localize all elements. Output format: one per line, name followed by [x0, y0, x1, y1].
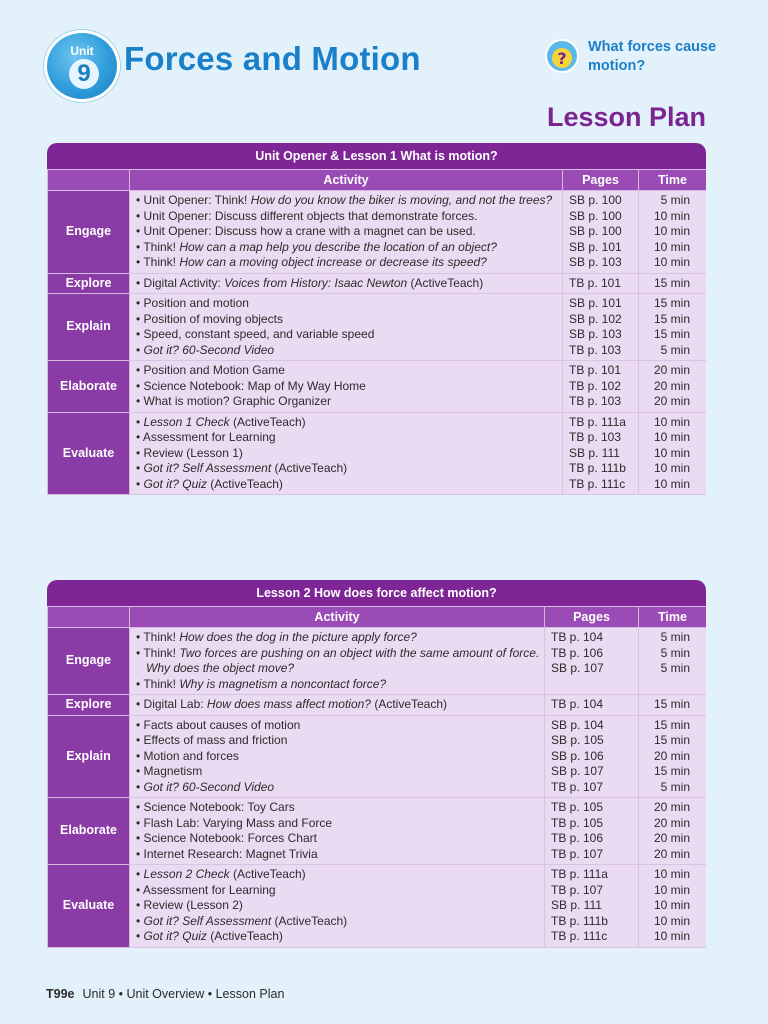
- activity-item: [136, 276, 558, 292]
- activity-text: • Digital Lab:: [136, 697, 207, 711]
- activity-suffix: (ActiveTeach): [271, 461, 348, 475]
- page-reference: SB p. 111: [551, 898, 602, 912]
- time-value: 15 min: [653, 764, 690, 778]
- activity-text: •: [136, 929, 144, 943]
- time-cell: [639, 865, 707, 948]
- page-reference: SB p. 102: [569, 311, 622, 326]
- phase-label: Explain: [48, 294, 130, 361]
- activity-text: • Speed, constant speed, and variable speed: [136, 327, 375, 341]
- time-value: 20 min: [653, 846, 690, 861]
- activity-cell: [130, 798, 545, 865]
- page-reference: TB p. 111a: [551, 867, 608, 881]
- time-value: 20 min: [653, 363, 690, 377]
- pages-cell: [545, 715, 639, 798]
- column-time: Time: [639, 170, 707, 191]
- column-pages: Pages: [545, 607, 639, 628]
- activity-text: • Position of moving objects: [136, 311, 283, 326]
- big-question: What forces cause motion?: [588, 39, 717, 74]
- activity-text: • Internet Research: Magnet Trivia: [136, 846, 318, 861]
- page-reference: TB p. 105: [551, 815, 604, 830]
- activity-title: Two forces are pushing on an object with the same amount of force. Why does the object move?: [146, 645, 540, 675]
- page-reference: SB p. 104: [551, 717, 604, 732]
- activity-text: • Unit Opener: Think!: [136, 193, 251, 207]
- activity-text: • Think!: [136, 645, 180, 660]
- activity-text: • Think!: [136, 630, 180, 644]
- activity-text: •: [136, 913, 144, 928]
- activity-title: Voices from History: Isaac Newton: [224, 275, 408, 290]
- page-reference: TB p. 105: [551, 800, 604, 814]
- activity-text: • Review (Lesson 2): [136, 898, 243, 912]
- activity-item: [136, 363, 558, 379]
- table-row: [48, 715, 707, 798]
- activity-cell: [130, 361, 563, 413]
- activity-item: [136, 867, 540, 883]
- time-value: 5 min: [660, 193, 690, 207]
- activity-item: [136, 415, 558, 431]
- pages-cell: [563, 361, 639, 413]
- table-row: [48, 191, 707, 274]
- page-reference: TB p. 111b: [569, 461, 626, 475]
- page-reference: SB p. 100: [569, 193, 622, 207]
- lesson2-table: [47, 580, 706, 948]
- activity-text: • Assessment for Learning: [136, 882, 276, 897]
- column-time: Time: [639, 607, 707, 628]
- activity-item: [136, 255, 558, 271]
- page-reference: SB p. 106: [551, 748, 604, 763]
- lesson1-table: [47, 143, 706, 495]
- time-value: 10 min: [653, 255, 690, 269]
- activity-title: Got it? Quiz: [143, 476, 207, 491]
- activity-item: [136, 630, 540, 646]
- page-reference: TB p. 111a: [569, 414, 626, 429]
- activity-cell: [130, 191, 563, 274]
- activity-item: [136, 446, 558, 462]
- page-reference: SB p. 103: [569, 255, 622, 269]
- activity-item: [136, 430, 558, 446]
- activity-text: • Effects of mass and friction: [136, 733, 288, 747]
- time-cell: [639, 628, 707, 695]
- time-value: 10 min: [653, 898, 690, 912]
- page-reference: TB p. 104: [551, 630, 604, 644]
- page-reference: SB p. 105: [551, 733, 604, 747]
- pages-cell: [563, 273, 639, 294]
- activity-text: • Position and Motion Game: [136, 363, 285, 377]
- page-reference: SB p. 111: [569, 445, 620, 460]
- footer-text: Unit 9 • Unit Overview • Lesson Plan: [82, 987, 285, 1001]
- time-value: 10 min: [653, 414, 690, 429]
- time-value: 10 min: [653, 476, 690, 491]
- time-cell: [639, 695, 707, 716]
- activity-item: [136, 697, 540, 713]
- activity-text: •: [136, 414, 144, 429]
- page-reference: TB p. 111c: [569, 476, 626, 491]
- activity-text: • Magnetism: [136, 764, 203, 778]
- activity-text: • Think!: [136, 255, 180, 269]
- time-value: 5 min: [660, 342, 690, 357]
- activity-text: •: [136, 342, 144, 357]
- activity-suffix: (ActiveTeach): [206, 929, 283, 943]
- table-row: [48, 273, 707, 294]
- activity-text: • Think!: [136, 676, 180, 691]
- phase-label: Elaborate: [48, 798, 130, 865]
- activity-item: [136, 240, 558, 256]
- activity-title: Why is magnetism a noncontact force?: [179, 676, 387, 691]
- header-blank: [48, 170, 130, 191]
- lesson2-title: Lesson 2 How does force affect motion?: [47, 580, 706, 606]
- unit-badge: [44, 30, 120, 102]
- activity-title: Got it? 60-Second Video: [143, 342, 275, 357]
- activity-item: [136, 831, 540, 847]
- phase-label: Explore: [48, 695, 130, 716]
- pages-cell: [545, 628, 639, 695]
- activity-item: [136, 477, 558, 493]
- table-row: [48, 412, 707, 495]
- column-activity: Activity: [130, 170, 563, 191]
- time-value: 20 min: [653, 815, 690, 830]
- page-reference: TB p. 106: [551, 645, 604, 660]
- page-reference: TB p. 101: [569, 275, 622, 290]
- activity-item: [136, 677, 540, 693]
- page-reference: TB p. 103: [569, 342, 622, 357]
- page-reference: TB p. 103: [569, 430, 622, 444]
- phase-label: Engage: [48, 628, 130, 695]
- activity-item: [136, 224, 558, 240]
- activity-cell: [130, 695, 545, 716]
- activity-suffix: (ActiveTeach): [229, 414, 306, 429]
- activity-text: • Assessment for Learning: [136, 430, 276, 444]
- pages-cell: [563, 294, 639, 361]
- activity-text: • Science Notebook: Map of My Way Home: [136, 378, 366, 393]
- table-row: [48, 361, 707, 413]
- activity-item: [136, 327, 558, 343]
- page-reference: TB p. 111b: [551, 913, 608, 928]
- page-reference: TB p. 104: [551, 697, 604, 711]
- activity-title: How can a map help you describe the location of an object?: [179, 239, 497, 254]
- activity-title: Got it? 60-Second Video: [143, 779, 275, 794]
- time-value: 20 min: [653, 831, 690, 845]
- activity-item: [136, 461, 558, 477]
- phase-label: Evaluate: [48, 865, 130, 948]
- table-row: [48, 628, 707, 695]
- time-value: 15 min: [653, 717, 690, 732]
- page-code: T99e: [46, 987, 75, 1001]
- phase-label: Explore: [48, 273, 130, 294]
- phase-label: Explain: [48, 715, 130, 798]
- header-blank: [48, 607, 130, 628]
- time-value: 10 min: [653, 224, 690, 238]
- table-row: [48, 294, 707, 361]
- activity-item: [136, 883, 540, 899]
- activity-text: •: [136, 779, 144, 794]
- activity-text: •: [136, 867, 144, 881]
- activity-item: [136, 209, 558, 225]
- activity-item: [136, 312, 558, 328]
- time-value: 10 min: [653, 929, 690, 943]
- page-reference: TB p. 107: [551, 882, 604, 897]
- page-reference: SB p. 101: [569, 296, 622, 310]
- activity-cell: [130, 628, 545, 695]
- svg-text:?: ?: [557, 49, 567, 68]
- page-title: Forces and Motion: [124, 40, 421, 77]
- pages-cell: [545, 798, 639, 865]
- table-row: [48, 695, 707, 716]
- activity-item: [136, 929, 540, 945]
- activity-text: • Motion and forces: [136, 748, 239, 763]
- activity-title: How do you know the biker is moving, and not the trees?: [250, 193, 553, 207]
- activity-title: Got it? Self Assessment: [143, 913, 272, 928]
- page-reference: TB p. 102: [569, 378, 622, 393]
- page-reference: TB p. 101: [569, 363, 622, 377]
- unit-number: 9: [69, 59, 99, 89]
- pages-cell: [563, 412, 639, 495]
- activity-item: [136, 718, 540, 734]
- activity-suffix: (ActiveTeach): [407, 275, 484, 290]
- page-reference: SB p. 107: [551, 764, 604, 778]
- time-cell: [639, 273, 707, 294]
- activity-title: How does the dog in the picture apply force?: [179, 630, 417, 644]
- activity-suffix: (ActiveTeach): [229, 867, 306, 881]
- time-cell: [639, 412, 707, 495]
- time-value: 20 min: [653, 800, 690, 814]
- activity-suffix: (ActiveTeach): [271, 913, 348, 928]
- time-value: 10 min: [653, 239, 690, 254]
- column-pages: Pages: [563, 170, 639, 191]
- page-reference: SB p. 107: [551, 661, 604, 675]
- page-reference: TB p. 106: [551, 831, 604, 845]
- activity-text: • Facts about causes of motion: [136, 717, 301, 732]
- activity-title: How does mass affect motion?: [206, 697, 371, 711]
- lesson1-grid: [47, 169, 706, 495]
- time-cell: [639, 191, 707, 274]
- activity-text: • Flash Lab: Varying Mass and Force: [136, 815, 333, 830]
- activity-text: • Review (Lesson 1): [136, 445, 243, 460]
- activity-item: [136, 733, 540, 749]
- activity-cell: [130, 273, 563, 294]
- time-value: 5 min: [660, 779, 690, 794]
- activity-text: • Think!: [136, 239, 180, 254]
- activity-item: [136, 847, 540, 863]
- phase-label: Engage: [48, 191, 130, 274]
- page-reference: SB p. 103: [569, 327, 622, 341]
- phase-label: Elaborate: [48, 361, 130, 413]
- lesson1-title: Unit Opener & Lesson 1 What is motion?: [47, 143, 706, 169]
- activity-cell: [130, 294, 563, 361]
- page-footer: [46, 987, 284, 1001]
- activity-cell: [130, 715, 545, 798]
- time-value: 20 min: [653, 394, 690, 408]
- activity-item: [136, 296, 558, 312]
- page-reference: SB p. 101: [569, 239, 622, 254]
- activity-item: [136, 379, 558, 395]
- time-value: 20 min: [653, 378, 690, 393]
- section-title: Lesson Plan: [546, 102, 706, 132]
- activity-title: How can a moving object increase or decrease its speed?: [179, 255, 487, 269]
- time-value: 5 min: [660, 630, 690, 644]
- time-value: 10 min: [653, 461, 690, 475]
- time-value: 10 min: [653, 430, 690, 444]
- time-cell: [639, 361, 707, 413]
- page-reference: TB p. 107: [551, 846, 604, 861]
- column-activity: Activity: [130, 607, 545, 628]
- activity-item: [136, 343, 558, 359]
- time-value: 15 min: [653, 697, 690, 711]
- page-reference: SB p. 100: [569, 208, 622, 223]
- activity-item: [136, 914, 540, 930]
- activity-item: [136, 193, 558, 209]
- time-cell: [639, 715, 707, 798]
- activity-text: • Position and motion: [136, 296, 249, 310]
- activity-item: [136, 749, 540, 765]
- activity-text: •: [136, 476, 144, 491]
- time-value: 20 min: [653, 748, 690, 763]
- phase-label: Evaluate: [48, 412, 130, 495]
- activity-item: [136, 898, 540, 914]
- activity-title: Lesson 2 Check: [143, 867, 230, 881]
- activity-item: [136, 780, 540, 796]
- activity-title: Got it? Quiz: [143, 929, 207, 943]
- activity-cell: [130, 865, 545, 948]
- activity-text: • Science Notebook: Toy Cars: [136, 800, 295, 814]
- activity-suffix: (ActiveTeach): [370, 697, 448, 711]
- time-value: 15 min: [653, 733, 690, 747]
- time-value: 15 min: [653, 327, 690, 341]
- activity-title: Lesson 1 Check: [143, 414, 230, 429]
- activity-text: • Science Notebook: Forces Chart: [136, 831, 317, 845]
- page-reference: TB p. 103: [569, 394, 622, 408]
- activity-suffix: (ActiveTeach): [206, 476, 283, 491]
- activity-item: [136, 646, 540, 677]
- activity-item: [136, 764, 540, 780]
- activity-item: [136, 394, 558, 410]
- activity-text: • Unit Opener: Discuss different objects that demonstrate forces.: [136, 208, 478, 223]
- activity-text: • Unit Opener: Discuss how a crane with a magnet can be used.: [136, 224, 476, 238]
- time-value: 10 min: [653, 867, 690, 881]
- pages-cell: [563, 191, 639, 274]
- page-reference: SB p. 100: [569, 224, 622, 238]
- page-reference: TB p. 107: [551, 779, 604, 794]
- time-value: 10 min: [653, 445, 690, 460]
- time-value: 5 min: [660, 645, 690, 660]
- time-cell: [639, 798, 707, 865]
- pages-cell: [545, 865, 639, 948]
- table-row: [48, 865, 707, 948]
- unit-label: Unit: [70, 44, 94, 58]
- activity-title: Got it? Self Assessment: [143, 461, 272, 475]
- time-value: 15 min: [653, 311, 690, 326]
- time-value: 10 min: [653, 882, 690, 897]
- time-value: 10 min: [653, 208, 690, 223]
- activity-item: [136, 816, 540, 832]
- table-row: [48, 798, 707, 865]
- activity-text: • Digital Activity:: [136, 275, 225, 290]
- activity-text: • What is motion? Graphic Organizer: [136, 394, 331, 408]
- lesson2-grid: [47, 606, 706, 948]
- activity-item: [136, 800, 540, 816]
- activity-text: •: [136, 461, 144, 475]
- time-value: 15 min: [653, 275, 690, 290]
- time-cell: [639, 294, 707, 361]
- pages-cell: [545, 695, 639, 716]
- page-reference: TB p. 111c: [551, 929, 608, 943]
- time-value: 15 min: [653, 296, 690, 310]
- activity-cell: [130, 412, 563, 495]
- time-value: 10 min: [653, 913, 690, 928]
- big-question-icon: [544, 38, 580, 74]
- time-value: 5 min: [660, 661, 690, 675]
